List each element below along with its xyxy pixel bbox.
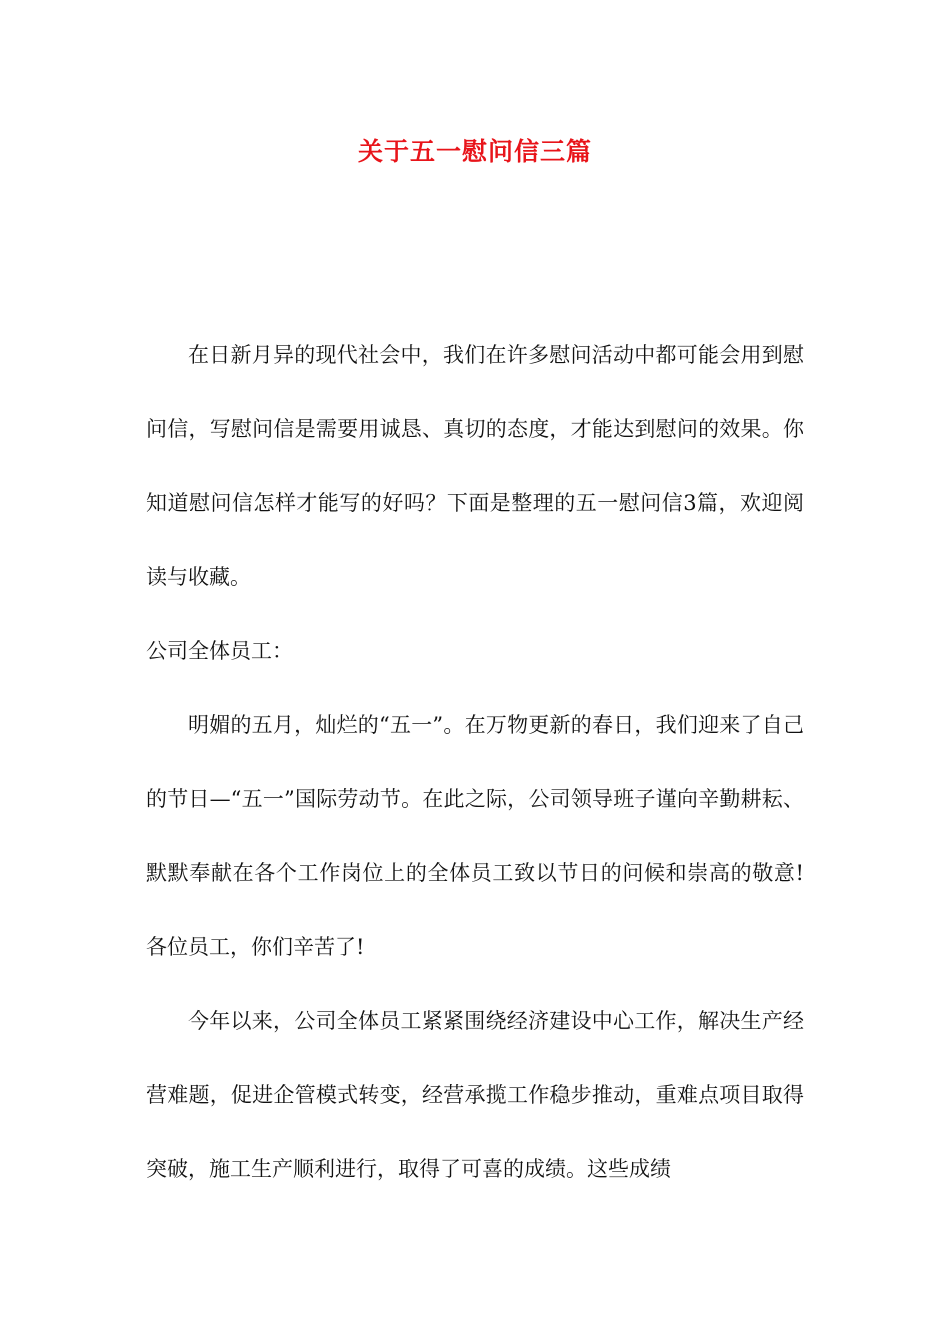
document-title: 关于五一慰问信三篇 <box>357 137 592 166</box>
body-paragraph-1: 明媚的五月，灿烂的“五一”。在万物更新的春日，我们迎来了自己的节日—“五一”国际劳动节。在此之际，公司领导班子谨向辛勤耕耘、默默奉献在各个工作岗位上的全体员工致以节日的问候和崇高的敬意!各位员工，你们辛苦了! <box>146 713 804 959</box>
salutation: 公司全体员工： <box>146 639 293 663</box>
intro-paragraph: 在日新月异的现代社会中，我们在许多慰问活动中都可能会用到慰问信，写慰问信是需要用诚恳、真切的态度，才能达到慰问的效果。你知道慰问信怎样才能写的好吗？下面是整理的五一慰问信3篇，欢迎阅读与收藏。 <box>146 343 804 589</box>
document-body <box>146 318 804 1206</box>
body-paragraph-2: 今年以来，公司全体员工紧紧围绕经济建设中心工作，解决生产经营难题，促进企管模式转变，经营承揽工作稳步推动，重难点项目取得突破，施工生产顺利进行，取得了可喜的成绩。这些成绩 <box>146 1009 804 1181</box>
